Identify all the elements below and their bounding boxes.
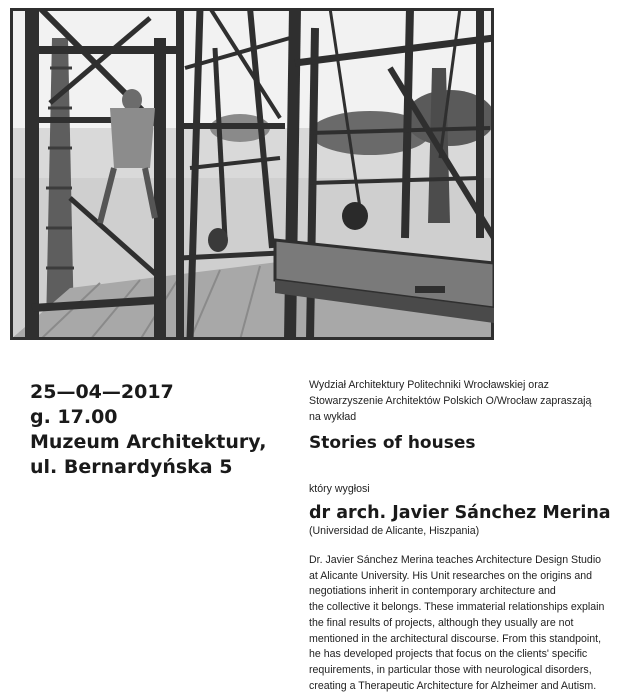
intro-line: Stowarzyszenie Architektów Polskich O/Wrocław zapraszają (309, 395, 592, 407)
speaker-name: dr arch. Javier Sánchez Merina (309, 503, 611, 523)
speaker-intro: który wygłosi (309, 483, 370, 495)
intro-line: na wykład (309, 411, 357, 423)
wooden-structure-photo (10, 8, 494, 340)
organizers-intro (309, 377, 631, 425)
bio-line: mentioned in the architectural discourse. From this standpoint, (309, 632, 602, 645)
bio-line: Dr. Javier Sánchez Merina teaches Architecture Design Studio (309, 554, 602, 566)
bio-line: requirements, in particular those with neurological disorders, (309, 663, 592, 676)
event-time: g. 17.00 (30, 406, 118, 428)
event-date: 25—04—2017 (30, 381, 174, 403)
invitation (309, 377, 631, 694)
bio-line: negotiations inherit in contemporary architecture and (309, 585, 556, 598)
event-venue: Muzeum Architektury, (30, 431, 267, 453)
bio-line: creating a Therapeutic Architecture for Alzheimer and Autism. (309, 679, 597, 692)
event-address: ul. Bernardyńska 5 (30, 456, 233, 478)
bio-line: he has developed projects that focus on the clients' specific (309, 648, 588, 661)
bio-line: the final results of projects, although they usually are not (309, 616, 574, 629)
speaker-bio (309, 553, 631, 694)
intro-line: Wydział Architektury Politechniki Wrocławskiej oraz (309, 379, 549, 391)
bio-line: at Alicante University. His Unit researches on the origins and (309, 569, 593, 582)
talk-title: Stories of houses (309, 433, 476, 453)
speaker-affiliation: (Universidad de Alicante, Hiszpania) (309, 525, 480, 537)
event-info (30, 380, 300, 480)
bio-line: the collective it belongs. These immaterial relationships explain (309, 601, 605, 614)
